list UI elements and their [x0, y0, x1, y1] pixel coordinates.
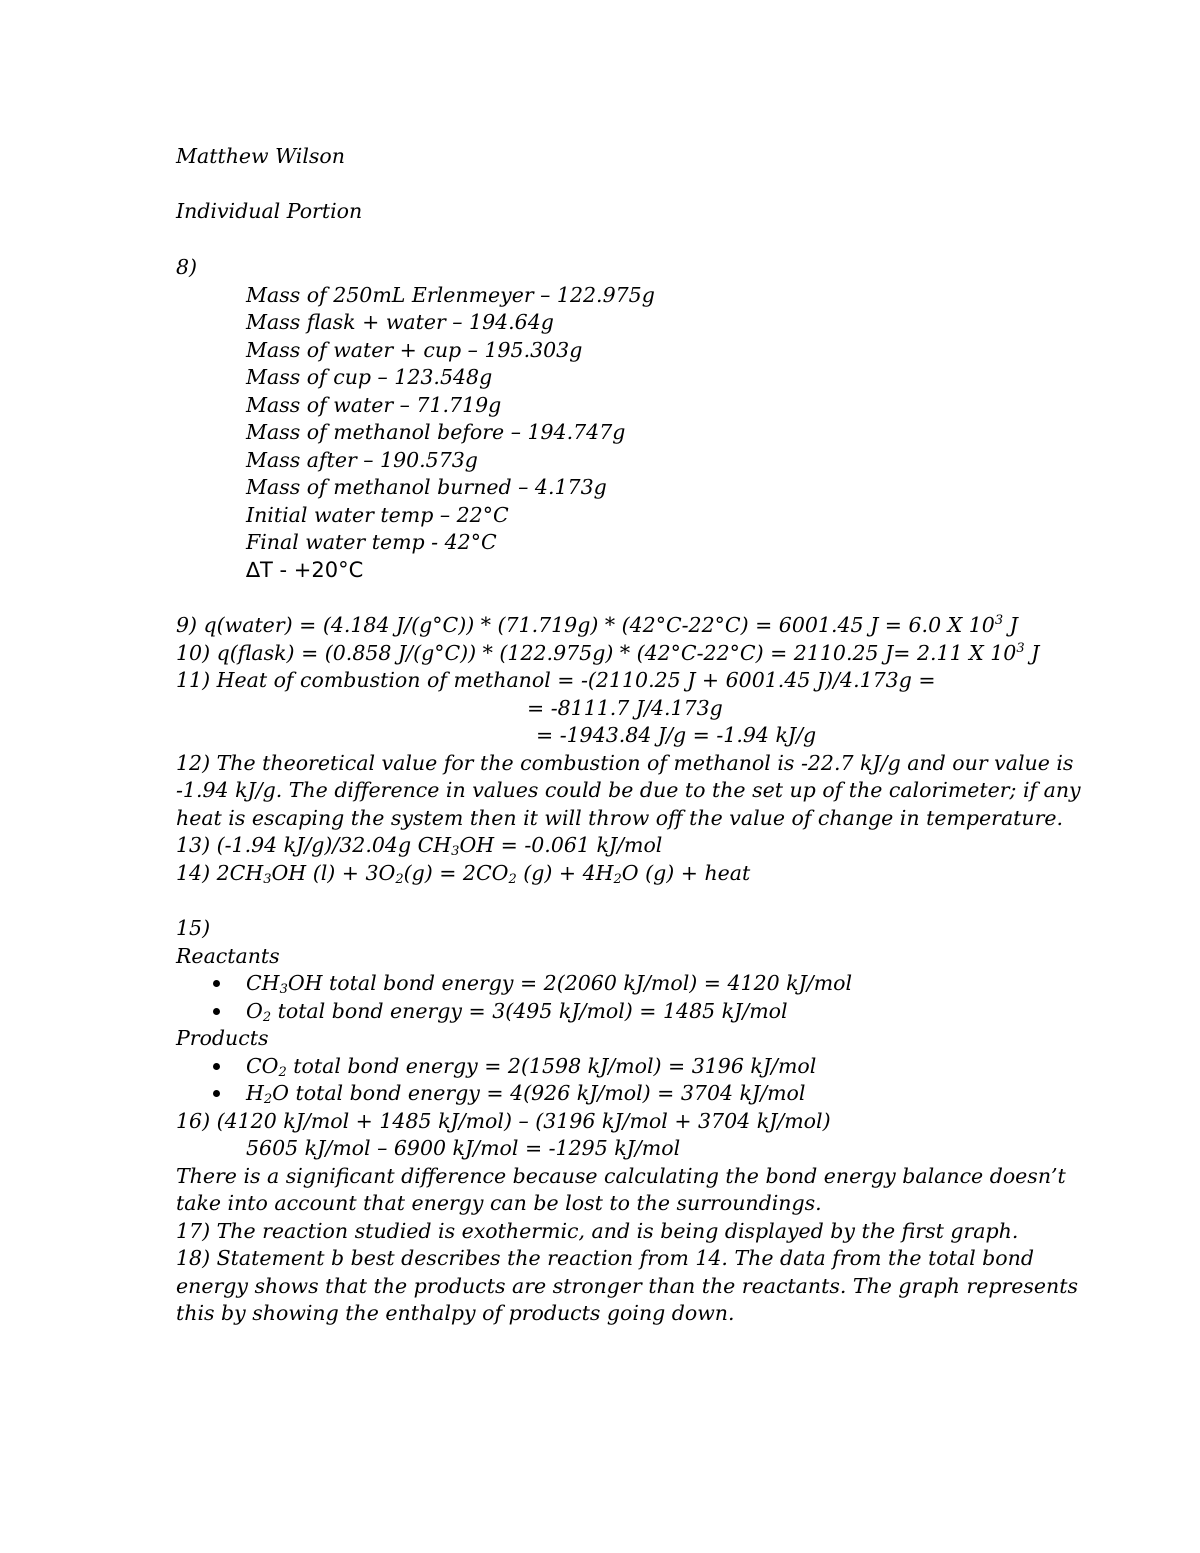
- q18-line: energy shows that the products are stronger than the reactants. The graph represents: [176, 1274, 1078, 1298]
- product-item: $H_2O$ total bond energy = 4(926 kJ/mol) = 3704 kJ/mol: [246, 1081, 806, 1107]
- q11-line: = -8111.7 J/4.173g: [527, 696, 723, 720]
- bullet-icon: [213, 1090, 220, 1097]
- q8-item: Mass of 250mL Erlenmeyer – 122.975g: [246, 283, 655, 307]
- q8-item: Mass of water – 71.719g: [246, 393, 502, 417]
- bullet-icon: [213, 1063, 220, 1070]
- products-heading: Products: [176, 1026, 269, 1050]
- author-name: Matthew Wilson: [176, 144, 345, 168]
- q11-line: = -1943.84 J/g = -1.94 kJ/g: [536, 723, 817, 747]
- q16-line: 5605 kJ/mol – 6900 kJ/mol = -1295 kJ/mol: [246, 1136, 681, 1160]
- q12-line: heat is escaping the system then it will throw off the value of change in temperature.: [176, 806, 1064, 830]
- q8-item: Mass of water + cup – 195.303g: [246, 338, 583, 362]
- q10-line: 10) q(flask) = (0.858 J/(g°C)) * (122.975g) * (42°C-22°C) = 2110.25 J= 2.11 X $10^3$ J: [176, 641, 1040, 665]
- reactant-item: $O_2$ total bond energy = 3(495 kJ/mol) = 1485 kJ/mol: [246, 999, 788, 1025]
- bullet-icon: [213, 1008, 220, 1015]
- q16-line: take into account that energy can be lost to the surroundings.: [176, 1191, 822, 1215]
- q15-label: 15): [176, 916, 211, 940]
- product-item: $CO_2$ total bond energy = 2(1598 kJ/mol) = 3196 kJ/mol: [246, 1054, 817, 1080]
- q14-equation: 14) $2CH_3OH$ $(l) + 3O_2(g) = 2CO_2$ $(g) + 4H_2O$ (g) + heat: [176, 861, 751, 887]
- q12-line: 12) The theoretical value for the combustion of methanol is -22.7 kJ/g and our value is: [176, 751, 1074, 775]
- reactants-heading: Reactants: [176, 944, 280, 968]
- q8-item: Mass flask + water – 194.64g: [246, 310, 554, 334]
- q8-item: Mass of cup – 123.548g: [246, 365, 493, 389]
- q8-item: Initial water temp – 22°C: [246, 503, 509, 527]
- q11-line: 11) Heat of combustion of methanol = -(2110.25 J + 6001.45 J)/4.173g =: [176, 668, 936, 692]
- q13-line: 13) (-1.94 kJ/g)/32.04g $CH_3OH = -0.061$ kJ/mol: [176, 833, 663, 859]
- q12-line: -1.94 kJ/g. The difference in values could be due to the set up of the calorimeter; if any: [176, 778, 1081, 802]
- delta-t: ∆T - +20°C: [246, 558, 364, 582]
- q8-label: 8): [176, 255, 198, 279]
- q8-item: Mass of methanol before – 194.747g: [246, 420, 626, 444]
- q18-line: 18) Statement b best describes the reaction from 14. The data from the total bond: [176, 1246, 1034, 1270]
- section-title: Individual Portion: [176, 199, 363, 223]
- q8-item: Final water temp - 42°C: [246, 530, 497, 554]
- q16-line: 16) (4120 kJ/mol + 1485 kJ/mol) – (3196 kJ/mol + 3704 kJ/mol): [176, 1109, 831, 1133]
- bullet-icon: [213, 980, 220, 987]
- q16-line: There is a significant difference because calculating the bond energy balance doesn’t: [176, 1164, 1066, 1188]
- q18-line: this by showing the enthalpy of products going down.: [176, 1301, 735, 1325]
- q17-line: 17) The reaction studied is exothermic, and is being displayed by the first graph.: [176, 1219, 1019, 1243]
- q8-item: Mass after – 190.573g: [246, 448, 478, 472]
- reactant-item: $CH_3OH$ total bond energy = 2(2060 kJ/mol) = 4120 kJ/mol: [246, 971, 853, 997]
- q9-line: 9) q(water) = (4.184 J/(g°C)) * (71.719g) * (42°C-22°C) = 6001.45 J = 6.0 X $10^3$ J: [176, 613, 1018, 637]
- q8-item: Mass of methanol burned – 4.173g: [246, 475, 607, 499]
